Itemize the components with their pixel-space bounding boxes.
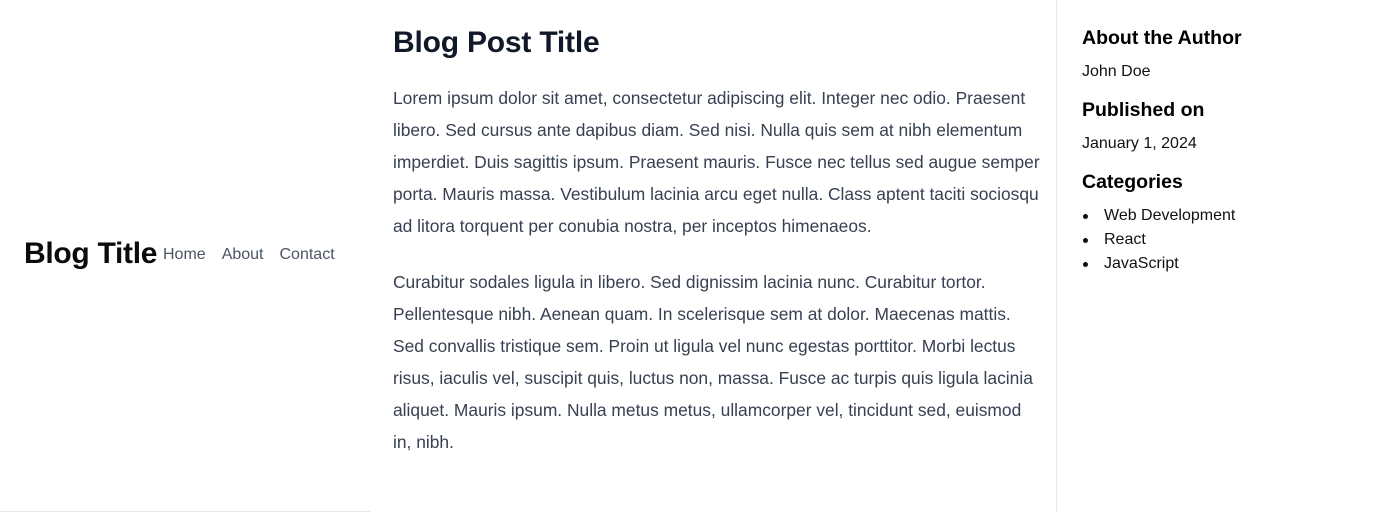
post-paragraph: Lorem ipsum dolor sit amet, consectetur adipiscing elit. Integer nec odio. Praesent libero. Sed cursus ante dapibus diam. Sed nisi. Nulla quis sem at nibh elementum imperdiet. Duis sagittis ipsum. Praesent mauris. Fusce nec tellus sed augue semper porta. Mauris massa. Vestibulum lacinia arcu eget nulla. Class aptent taciti sociosqu ad litora torquent per conubia nostra, per inceptos himenaeos. — [393, 88, 1040, 236]
post-content — [393, 24, 1041, 482]
post-title: Blog Post Title — [393, 26, 600, 59]
site-brand[interactable]: Blog Title — [24, 237, 158, 270]
category-item: React — [1082, 228, 1352, 252]
author-heading: About the Author — [1082, 27, 1242, 49]
categories-heading: Categories — [1082, 171, 1183, 193]
author-name: John Doe — [1082, 63, 1151, 80]
category-item: JavaScript — [1082, 252, 1352, 276]
category-item: Web Development — [1082, 204, 1352, 228]
site-header — [0, 0, 370, 512]
published-heading: Published on — [1082, 99, 1205, 121]
categories-list — [1082, 204, 1352, 276]
nav-link-home[interactable]: Home — [163, 246, 206, 263]
nav-link-about[interactable]: About — [221, 246, 264, 263]
nav-link-contact[interactable]: Contact — [279, 246, 335, 263]
main-nav — [163, 246, 335, 264]
post-paragraph: Curabitur sodales ligula in libero. Sed dignissim lacinia nunc. Curabitur tortor. Pellentesque nibh. Aenean quam. In scelerisque sem at dolor. Maecenas mattis. Sed convallis tristique sem. Proin ut ligula vel nunc egestas porttitor. Morbi lectus risus, iaculis vel, suscipit quis, luctus non, massa. Fusce ac turpis quis ligula lacinia aliquet. Mauris ipsum. Nulla metus metus, ullamcorper vel, tincidunt sed, euismod in, nibh. — [393, 272, 1033, 452]
sidebar — [1056, 0, 1376, 512]
published-date: January 1, 2024 — [1082, 135, 1197, 152]
